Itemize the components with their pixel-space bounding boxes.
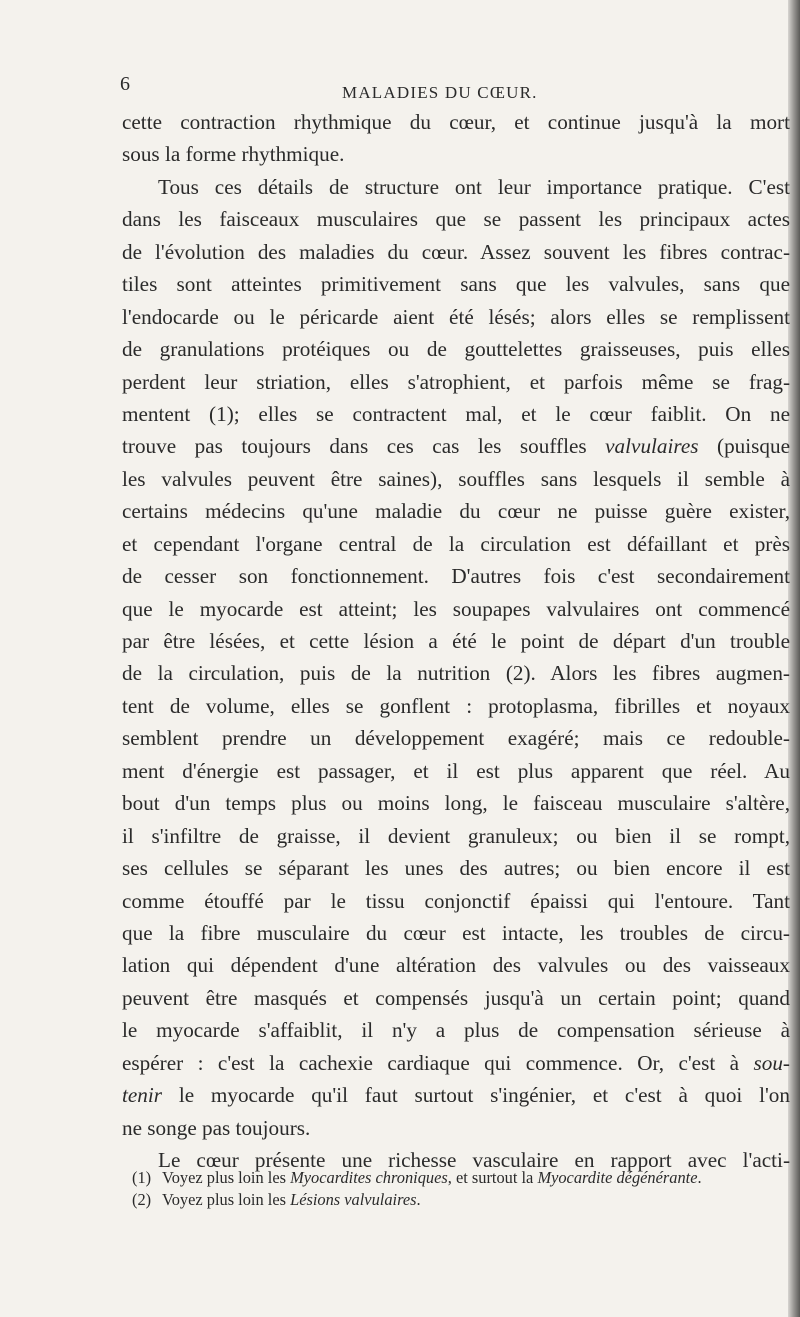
text-line: de cesser son fonctionnement. D'autres fois c'est secondairement (122, 564, 790, 589)
text-line: l'endocarde ou le péricarde aient été lésés; alors elles se remplissent (122, 304, 790, 329)
text-line: Tous ces détails de structure ont leur importance pratique. C'est (158, 174, 790, 199)
text-line: le myocarde s'affaiblit, il n'y a plus de compensation sérieuse à (122, 1018, 790, 1043)
text-line-segment: espérer : c'est la cachexie cardiaque qui commence. Or, c'est à (122, 1050, 754, 1075)
text-line: tent de volume, elles se gonflent : protoplasma, fibrilles et noyaux (122, 693, 790, 718)
footnotes (132, 1167, 792, 1210)
text-line-segment: (puisque (698, 434, 791, 459)
footnote-text: Voyez plus loin les (162, 1189, 291, 1209)
text-line: sous la forme rhythmique. (122, 142, 345, 167)
text-line: peuvent être masqués et compensés jusqu'à un certain point; quand (122, 985, 790, 1010)
footnote-italic: Lésions valvulaires (290, 1189, 417, 1209)
text-line: par être lésées, et cette lésion a été le point de départ d'un trouble (122, 629, 790, 653)
text-line: bout d'un temps plus ou moins long, le faisceau musculaire s'altère, (122, 791, 790, 816)
text-line: lation qui dépendent d'une altération des valvules ou des vaisseaux (122, 953, 790, 978)
text-line-segment: le myocarde qu'il faut surtout s'ingénier, et c'est à quoi l'on (162, 1083, 790, 1108)
footnote-text: Voyez plus loin les (162, 1168, 291, 1187)
text-line: les valvules peuvent être saines), souffles sans lesquels il semble à (122, 466, 790, 491)
text-line: de granulations protéiques ou de gouttelettes graisseuses, puis elles (122, 337, 790, 362)
footnote-text: . (416, 1189, 421, 1209)
text-line: comme étouffé par le tissu conjonctif épaissi qui l'entoure. Tant (122, 888, 790, 913)
text-line: cette contraction rhythmique du cœur, et continue jusqu'à la mort (122, 110, 790, 134)
text-line: que la fibre musculaire du cœur est intacte, les troubles de circu- (122, 920, 790, 945)
running-head: MALADIES DU CŒUR. (342, 83, 538, 102)
text-line: semblent prendre un développement exagéré; mais ce redouble- (122, 726, 790, 751)
text-line: mentent (1); elles se contractent mal, et le cœur faiblit. On ne (122, 401, 790, 426)
text-line: de l'évolution des maladies du cœur. Assez souvent les fibres contrac- (122, 239, 790, 264)
text-line: que le myocarde est atteint; les soupapes valvulaires ont commencé (122, 596, 790, 621)
text-line: tiles sont atteintes primitivement sans que les valvules, sans que (122, 272, 790, 297)
text-line (122, 430, 790, 462)
text-line: ment d'énergie est passager, et il est plus apparent que réel. Au (122, 758, 790, 783)
footnote (132, 1189, 792, 1211)
footnote (132, 1167, 792, 1189)
footnote-italic: Myocardite dégénérante (537, 1168, 698, 1187)
footnote-italic: Myocardites chroniques (290, 1168, 448, 1187)
text-line: perdent leur striation, elles s'atrophient, et parfois même se frag- (122, 369, 790, 394)
italic-term: sou- (753, 1050, 790, 1075)
text-line: Le cœur présente une richesse vasculaire en rapport avec l'acti- (158, 1148, 790, 1172)
italic-term: tenir (122, 1083, 163, 1108)
footnote-text: , et surtout la (447, 1168, 538, 1187)
text-line: et cependant l'organe central de la circulation est défaillant et près (122, 531, 790, 556)
italic-term: valvulaires (605, 434, 699, 459)
text-line: de la circulation, puis de la nutrition (2). Alors les fibres augmen- (122, 661, 790, 686)
text-line: certains médecins qu'une maladie du cœur ne puisse guère exister, (122, 499, 790, 524)
text-line (122, 1079, 790, 1111)
page-number: 6 (120, 73, 130, 95)
text-line: ses cellules se séparant les unes des autres; ou bien encore il est (122, 856, 790, 881)
text-line (122, 1047, 790, 1079)
text-line-segment: trouve pas toujours dans ces cas les souffles (122, 434, 606, 459)
footnote-text: . (697, 1168, 702, 1187)
footnote-number: (2) (132, 1189, 152, 1209)
text-line: dans les faisceaux musculaires que se passent les principaux actes (122, 207, 790, 232)
body-text (122, 106, 790, 1176)
text-line: il s'infiltre de graisse, il devient granuleux; ou bien il se rompt, (122, 823, 790, 848)
footnote-number: (1) (132, 1168, 152, 1187)
text-line: ne songe pas toujours. (122, 1115, 311, 1140)
